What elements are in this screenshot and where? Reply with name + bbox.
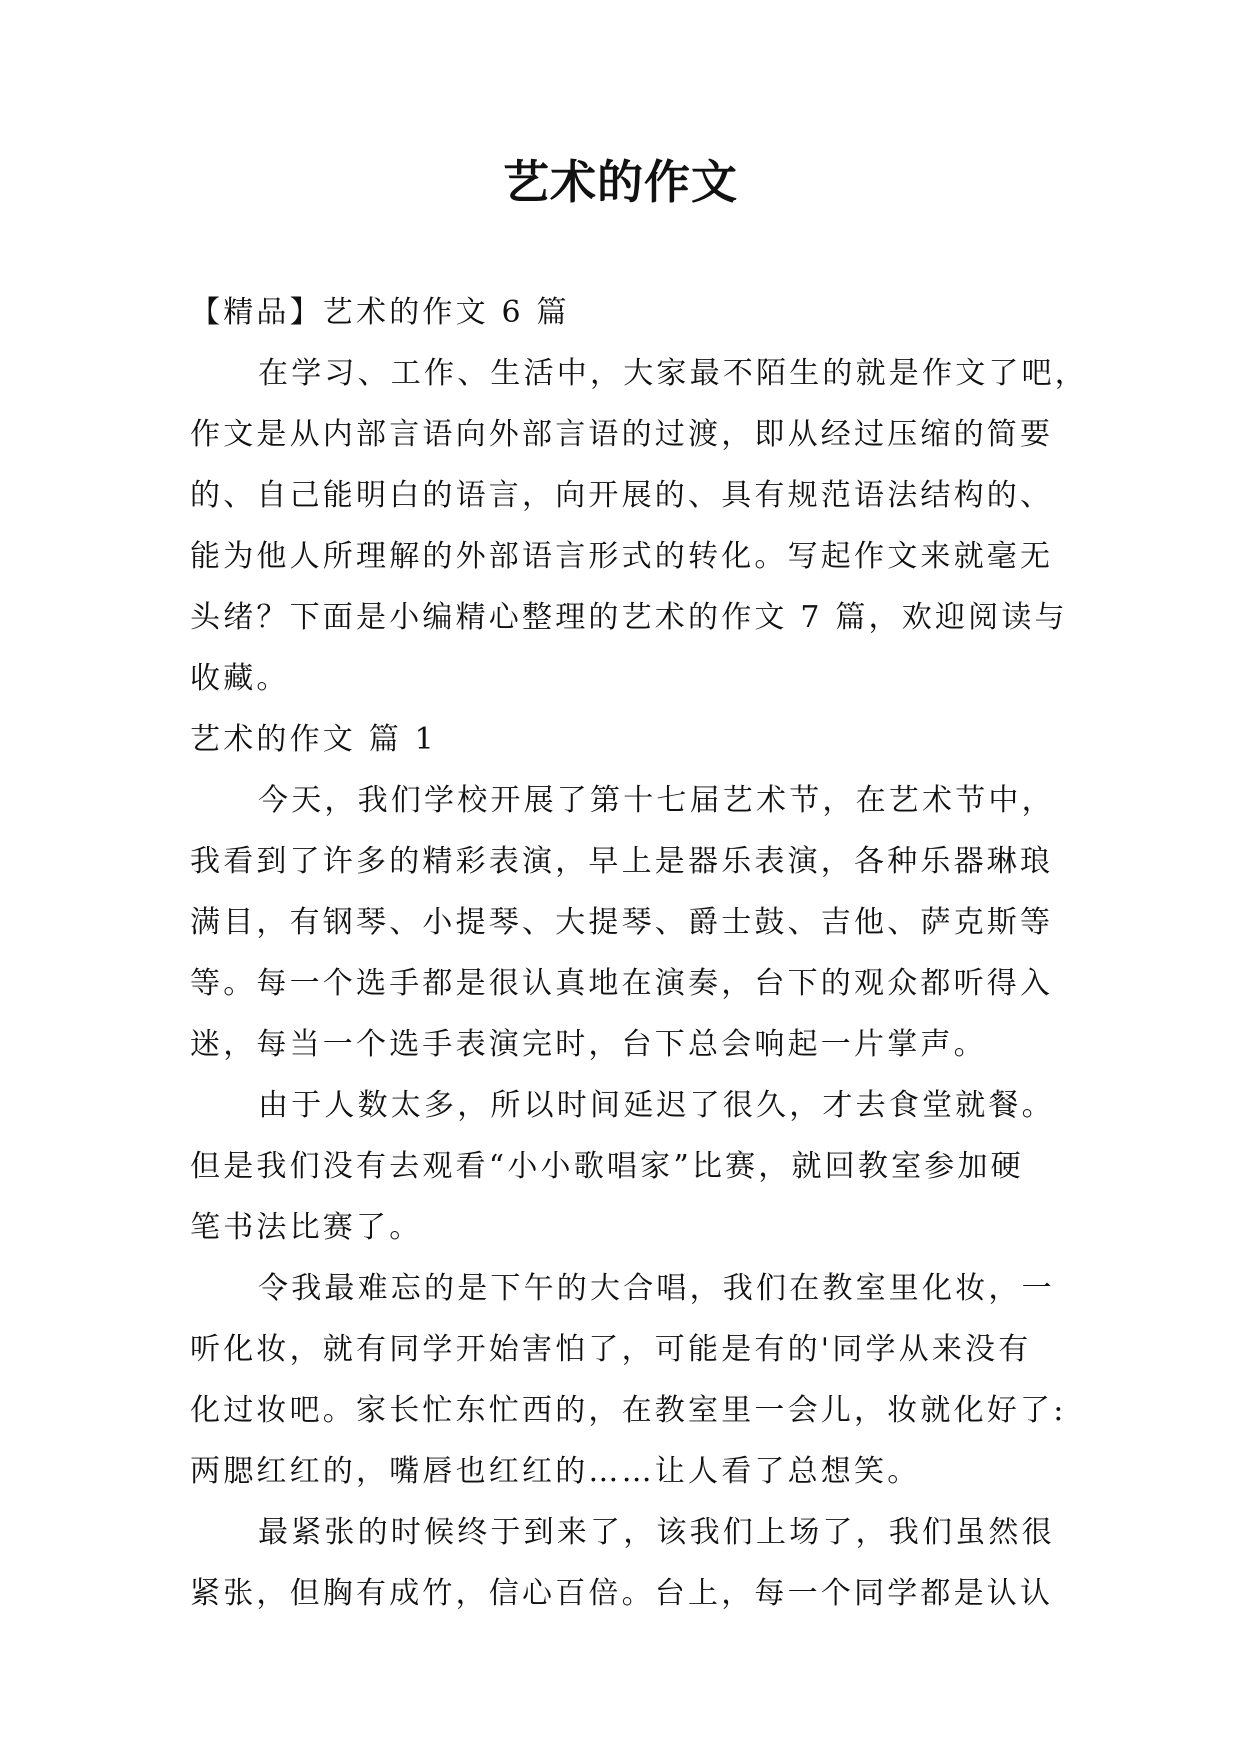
text-line: 作文是从内部言语向外部言语的过渡，即从经过压缩的简要 [190,417,1054,452]
text-line: 今天，我们学校开展了第十七届艺术节，在艺术节中， [258,783,1055,818]
text-line: 紧张，但胸有成竹，信心百倍。台上，每一个同学都是认认 [190,1576,1054,1611]
text-line: 由于人数太多，所以时间延迟了很久，才去食堂就餐。 [258,1088,1055,1123]
text-line: 但是我们没有去观看“小小歌唱家”比赛，就回教室参加硬 [190,1149,1024,1184]
text-line: 在学习、工作、生活中，大家最不陌生的就是作文了吧， [258,356,1088,391]
text-line: 我看到了许多的精彩表演，早上是器乐表演，各种乐器琳琅 [190,844,1054,879]
document-title: 艺术的作文 [503,155,738,209]
text-line: 令我最难忘的是下午的大合唱，我们在教室里化妆，一 [258,1271,1055,1306]
text-line: 最紧张的时候终于到来了，该我们上场了，我们虽然很 [258,1515,1055,1550]
text-line: 收藏。 [190,661,290,696]
text-line: 满目，有钢琴、小提琴、大提琴、爵士鼓、吉他、萨克斯等 [190,905,1054,940]
text-line: 的、自己能明白的语言，向开展的、具有规范语法结构的、 [190,478,1054,513]
text-line: 听化妆，就有同学开始害怕了，可能是有的'同学从来没有 [190,1332,1032,1367]
text-line: 等。每一个选手都是很认真地在演奏，台下的观众都听得入 [190,966,1054,1001]
text-line: 两腮红红的，嘴唇也红红的……让人看了总想笑。 [190,1454,921,1489]
text-line: 能为他人所理解的外部语言形式的转化。写起作文来就毫无 [190,539,1054,574]
text-line: 迷，每当一个选手表演完时，台下总会响起一片掌声。 [190,1027,987,1062]
text-line: 笔书法比赛了。 [190,1210,423,1245]
text-line: 化过妆吧。家长忙东忙西的，在教室里一会儿，妆就化好了: [190,1393,1067,1428]
document-body [190,282,1088,1624]
text-line: 【精品】艺术的作文 6 篇 [190,295,570,330]
text-line: 头绪？下面是小编精心整理的艺术的作文 7 篇，欢迎阅读与 [190,600,1068,635]
section-heading: 艺术的作文 篇 1 [190,722,437,757]
